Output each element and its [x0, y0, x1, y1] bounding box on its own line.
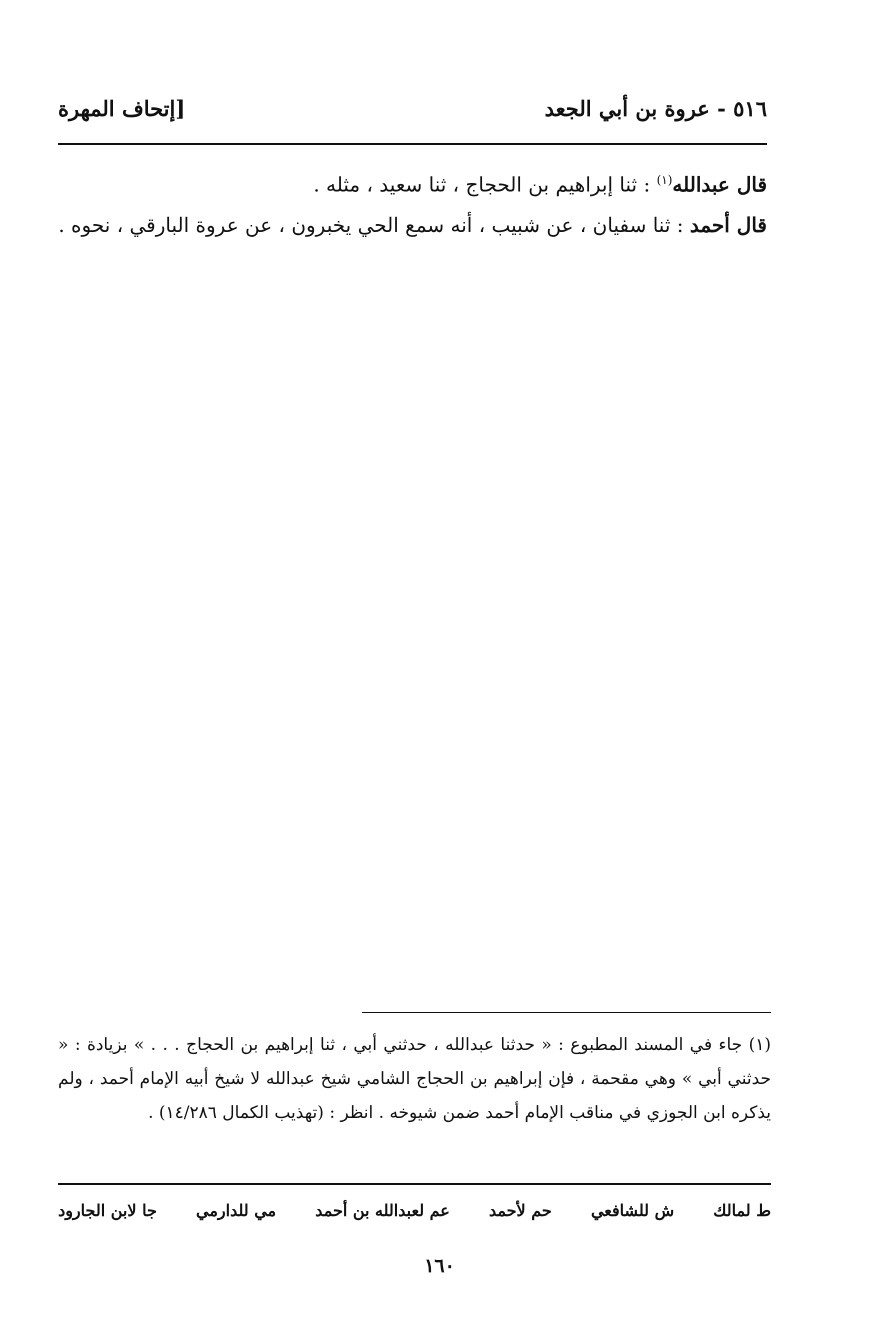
abbreviation-item: عم لعبدالله بن أحمد	[315, 1200, 450, 1220]
page-header	[58, 90, 767, 126]
main-text	[58, 160, 767, 245]
book-title: [إتحاف المهرة	[58, 95, 186, 121]
abbreviations-key	[58, 1195, 771, 1225]
abbreviation-item: حم لأحمد	[489, 1200, 552, 1220]
header-divider	[58, 143, 767, 145]
paragraph-text: : ثنا إبراهيم بن الحجاج ، ثنا سعيد ، مثله .	[313, 172, 651, 197]
entry-title: ٥١٦ - عروة بن أبي الجعد	[544, 95, 767, 121]
paragraph-1	[58, 160, 767, 205]
abbreviations-divider	[58, 1183, 771, 1185]
paragraph-text: : ثنا سفيان ، عن شبيب ، أنه سمع الحي يخبرون ، عن عروة البارقي ، نحوه .	[58, 212, 684, 237]
speaker-label: قال أحمد	[689, 212, 767, 237]
abbreviation-item: جا لابن الجارود	[58, 1200, 157, 1220]
abbreviation-item: ط لمالك	[713, 1200, 771, 1220]
abbreviation-item: مي للدارمي	[196, 1200, 277, 1220]
footnote-text: (١) جاء في المسند المطبوع : « حدثنا عبدالله ، حدثني أبي ، ثنا إبراهيم بن الحجاج . . . » بزيادة : « حدثني أبي » وهي مقحمة ، فإن إبراهيم بن الحجاج الشامي شيخ عبدالله لا شيخ أبيه الإمام أحمد ، ولم يذكره ابن الجوزي في مناقب الإمام أحمد ضمن شيوخه . انظر : (تهذيب الكمال ١٤/٢٨٦) .	[58, 1035, 771, 1123]
footnote	[58, 1028, 771, 1130]
footnote-divider	[362, 1012, 771, 1013]
paragraph-2	[58, 205, 767, 245]
abbreviation-item: ش للشافعي	[590, 1200, 675, 1220]
footnote-reference: (١)	[656, 173, 673, 187]
speaker-label: قال عبدالله	[672, 172, 767, 197]
page-number: ١٦٠	[424, 1255, 455, 1277]
